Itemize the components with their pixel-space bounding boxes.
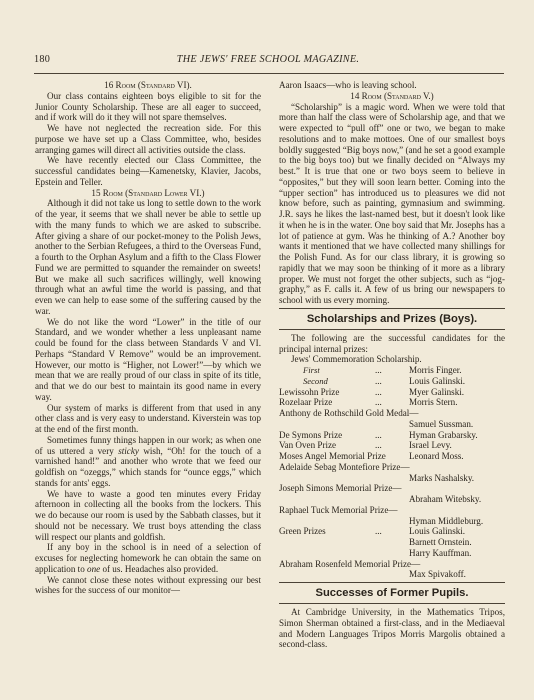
prize-winner: Marks Nashalsky. — [409, 472, 475, 483]
prize-winner: Hyman Grabarsky. — [409, 429, 478, 440]
prize-winner: Hyman Middleburg. — [409, 515, 484, 526]
text-run: wish, “Oh! for the touch of a varnished hand!” and another who wrote that we feed our goldfish on “ozeggs,” which stands for “ounce eggs,” which stands for ants' eggs. — [35, 445, 261, 488]
room16-paragraph-3: We have recently elected our Class Committee, the successful candidates being—Kamenetsky, Klavier, Jacobs, Epstein and Teller. — [35, 155, 261, 187]
prize-row — [279, 440, 505, 451]
prize-label: Adelaide Sebag Montefiore Prize— — [279, 461, 410, 472]
prize-winner: Abraham Witebsky. — [409, 494, 482, 504]
section-rule — [279, 329, 505, 330]
prize-label: Rozelaar Prize — [279, 397, 333, 408]
emphasis-one: one — [87, 563, 101, 574]
text-run: Sometimes funny things happen in our work; as when one of us uttered a very — [35, 434, 261, 456]
prize-winner: Leonard Moss. — [409, 451, 464, 461]
room15-heading: 15 Room (Standard Lower VI.) — [91, 187, 205, 198]
room16-paragraph-1: Our class contains eighteen boys eligible to sit for the Junior County Scholarship. These are all eager to succeed, and if work will do it they will not spare themselves. — [35, 90, 261, 123]
room15-continuation: Aaron Isaacs—who is leaving school. — [279, 80, 417, 90]
prize-label: Raphael Tuck Memorial Prize— — [279, 504, 398, 515]
prize-winner: Max Spivakoff. — [409, 569, 466, 580]
leader-dots: ... — [375, 386, 382, 397]
prize-list — [279, 333, 505, 580]
prize-label: Lewissohn Prize — [279, 386, 340, 397]
page-header — [34, 54, 502, 70]
prize-label: Second — [303, 375, 328, 386]
jc-scholarship: Jews' Commemoration Scholarship. — [291, 354, 422, 365]
right-column — [279, 80, 505, 650]
prize-row — [279, 365, 505, 376]
scholarships-heading: Scholarships and Prizes (Boys). — [306, 312, 478, 325]
prize-label: Abraham Rosenfeld Memorial Prize— — [279, 558, 421, 569]
prize-label: Van Oven Prize — [279, 440, 337, 451]
room16-heading: 16 Room (Standard VI). — [104, 80, 192, 90]
prize-intro: The following are the successful candidates for the principal internal prizes: — [279, 332, 505, 354]
leader-dots: ... — [375, 526, 382, 537]
section-rule — [279, 603, 505, 604]
prize-winner: Myer Galinski. — [409, 386, 465, 397]
prize-winner: Barnett Ornstein. — [409, 537, 472, 547]
emphasis-sticky: sticky — [118, 445, 139, 456]
left-column — [35, 80, 261, 596]
section-rule — [279, 582, 505, 583]
room14-paragraph: “Scholarship” is a magic word. When we were told that more than half the class were of Scholarship age, and that we were expected to “pull off” one or two, we began to make resolutions and to make mottoes. One of our smallest boys boldly suggested “Big boys now,” (and he set a good example to the big boys too) but we finally decided on “Always my best.” It is true that one or two boys seem to believe in “opposites,” but they will soon learn better. Coming into the “upper section” has introduced us to pleasures we did not know before, such as painting, gymnasium and swimming. J.R. says he likes the last-named best, but it doesn't look like it when he is in the water. One boy said that Mr. Josephs has a lot of patience at gym. Was he thinking of A.? Another boy wants it mentioned that we have collected many shillings for the Polish Fund. As for our class library, it is growing so rapidly that we may soon be thinking of it more as a library proper. We must not forget the other subjects, such as “jog-graphy,” as F. calls it. A few of us bring our newspapers to school with us every morning. — [279, 101, 505, 305]
room15-paragraph-1: Although it did not take us long to settle down to the work of the year, it seems that we shall never be able to settle up with the many funds to which we are asked to subscribe. After giving a share of our pocket-money to the Polish Jews, another to the Serbian Refugees, a third to the Overseas Fund, a fourth to the Orphan Asylum and a fifth to the Class Flower Fund we are permitted to squander the remainder on sweets! But we make all such sacrifices willingly, well knowing through what an awful time the world is passing, and that even we can help to ease some of the suffering caused by the war. — [35, 198, 261, 316]
room15-paragraph-4 — [35, 435, 261, 489]
prize-row — [279, 387, 505, 398]
header-rule — [34, 73, 504, 74]
prize-row — [279, 451, 505, 462]
leader-dots: ... — [375, 440, 382, 451]
prize-label: Joseph Simons Memorial Prize— — [279, 483, 402, 494]
prize-winner: Harry Kauffman. — [409, 547, 472, 558]
room16-paragraph-2: We have not neglected the recreation side. For this purpose we have set up a Class Committee, who, besides arranging games will direct all activities outside the class. — [35, 123, 261, 155]
prize-label: Anthony de Rothschild Gold Medal— — [279, 408, 419, 418]
leader-dots: ... — [375, 429, 382, 440]
leader-dots: ... — [375, 365, 382, 375]
text-run: If any boy in the school is in need of a selection of excuses for neglecting homework he can obtain the same on application to — [35, 542, 261, 574]
prize-label: Green Prizes — [279, 526, 326, 537]
prize-label: Moses Angel Memorial Prize — [279, 451, 386, 461]
running-title: THE JEWS' FREE SCHOOL MAGAZINE. — [176, 54, 360, 65]
prize-row — [279, 376, 505, 387]
prize-winner: Morris Stern. — [409, 397, 458, 408]
room15-paragraph-5: We have to waste a good ten minutes every Friday afternoon in collecting all the books from the lockers. This we do because our room is used by the Sabbath classes, but it should not be necessary. We trust boys attending the class will respect our plants and goldfish. — [35, 488, 261, 542]
prize-label: First — [303, 365, 320, 375]
text-run: of us. Headaches also provided. — [100, 563, 219, 574]
room15-paragraph-6 — [35, 542, 261, 574]
successes-heading: Successes of Former Pupils. — [315, 587, 469, 599]
room14-heading: 14 Room (Standard V.) — [350, 90, 434, 101]
leader-dots: ... — [375, 397, 382, 408]
prize-winner: Samuel Sussman. — [409, 418, 474, 429]
page-number: 180 — [34, 54, 51, 65]
room15-paragraph-2: We do not like the word “Lower” in the title of our Standard, and we wonder whether a less unpleasant name could be found for the class between Standards V and VI. Perhaps “Standard V Remove” would be an improvement. However, our motto is “Higher, not Lower!”—by which we mean that we are really proud of our class in spite of its title, and that we do our best to maintain its good name in every way. — [35, 316, 261, 402]
prize-winner: Morris Finger. — [409, 365, 462, 375]
prize-winner: Israel Levy. — [409, 440, 452, 451]
room15-paragraph-7: We cannot close these notes without expressing our best wishes for the success of our monitor— — [35, 574, 261, 596]
prize-winner: Louis Galinski. — [409, 526, 466, 537]
leader-dots: ... — [375, 375, 382, 386]
prize-label: De Symons Prize — [279, 429, 343, 440]
prize-winner: Louis Galinski. — [409, 375, 466, 386]
prize-row — [279, 526, 505, 537]
prize-row — [279, 397, 505, 408]
room15-paragraph-3: Our system of marks is different from that used in any other class and is very easy to understand. Kiverstein was top at the end of the first month. — [35, 402, 261, 434]
successes-paragraph: At Cambridge University, in the Mathematics Tripos, Simon Sherman obtained a first-class, and in the Mediaeval and Modern Languages Tripos Morris Margolis obtained a second-class. — [279, 607, 505, 650]
section-rule — [279, 308, 505, 309]
prize-row — [279, 430, 505, 441]
